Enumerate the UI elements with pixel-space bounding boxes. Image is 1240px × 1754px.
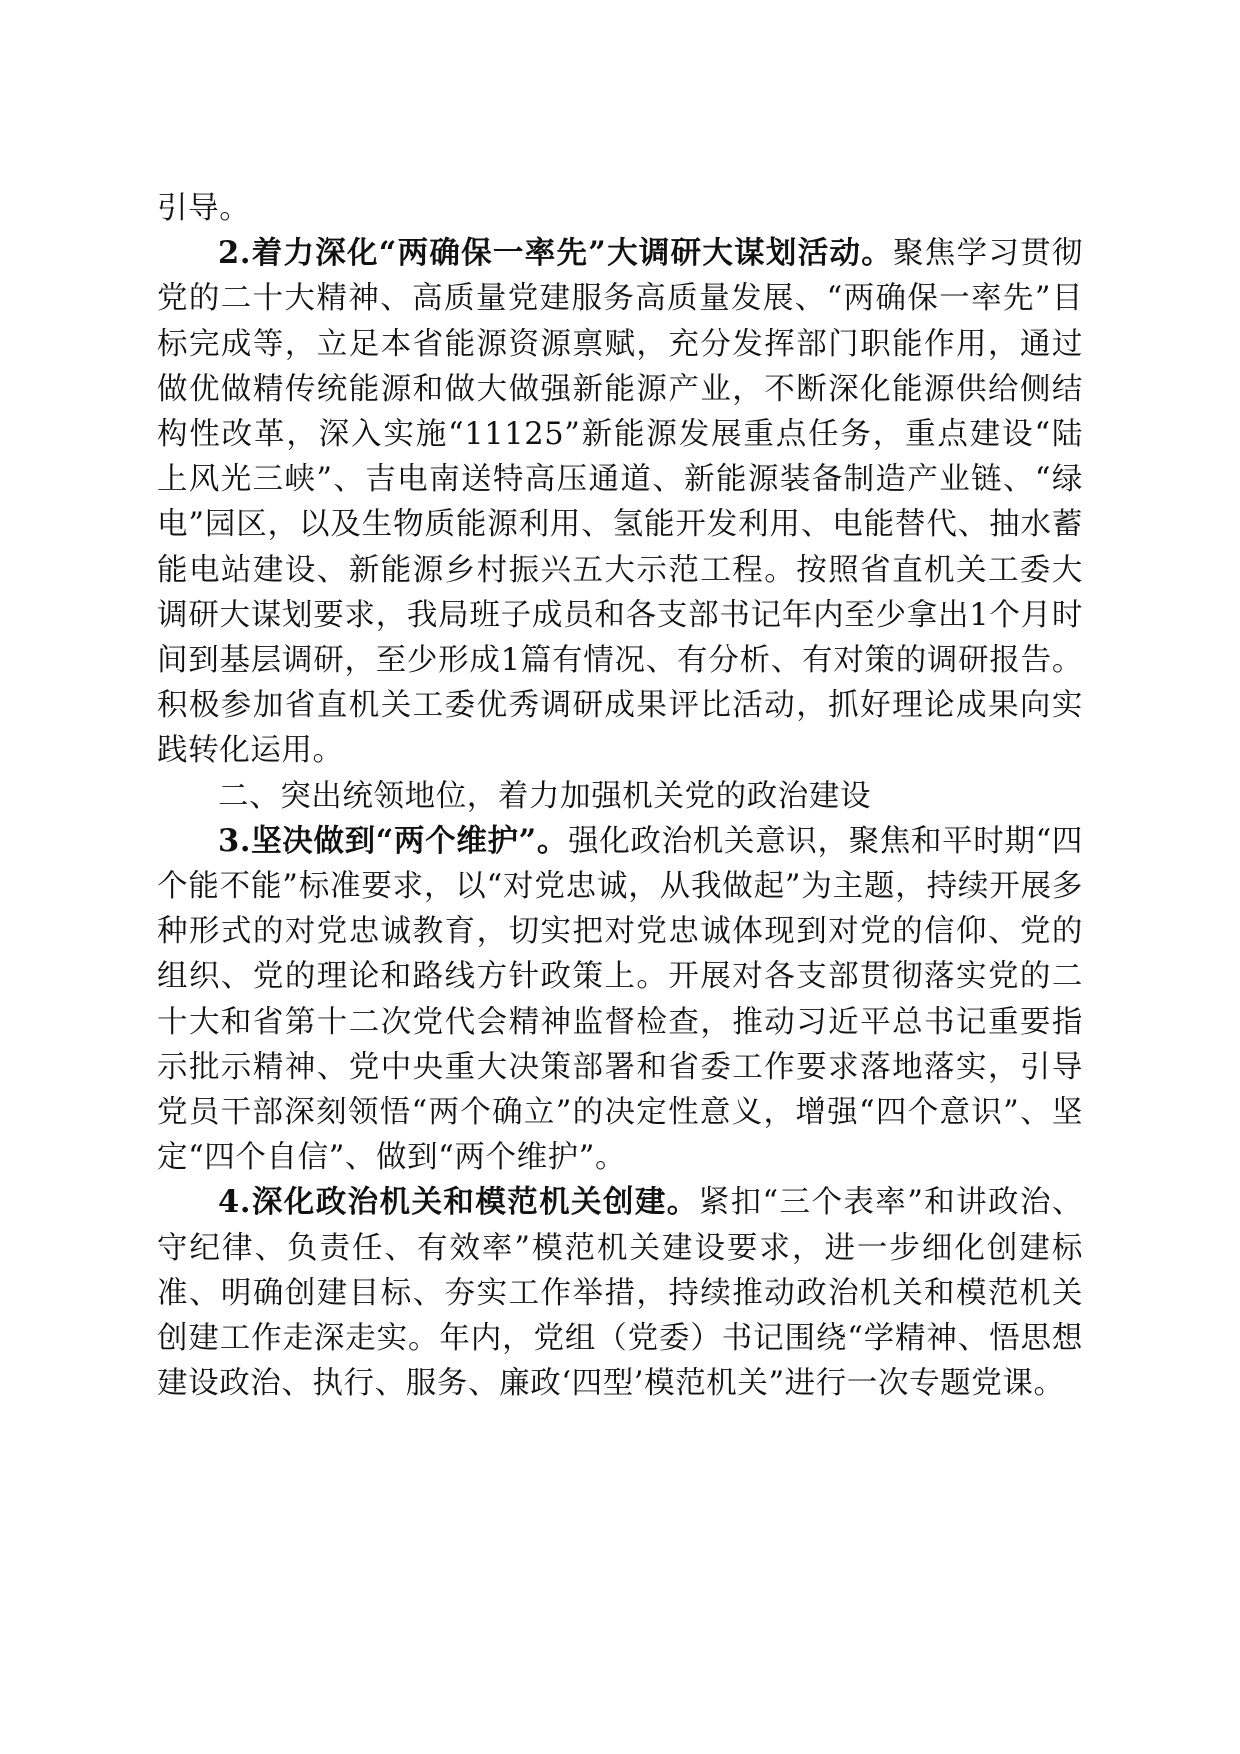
item-4-body: 紧扣“三个表率”和讲政治、守纪律、负责任、有效率”模范机关建设要求，进一步细化创建标准、明确创建目标、夯实工作举措，持续推动政治机关和模范机关创建工作走深走实。年内，党组（党委）书记围绕“学精神、悟思想建设政治、执行、服务、廉政‘四型’模范机关”进行一次专题党课。 <box>157 1185 1083 1402</box>
paragraph-item-4 <box>157 1180 1083 1406</box>
item-3-lead: 3.坚决做到“两个维护”。 <box>218 822 569 859</box>
paragraph-item-2 <box>157 231 1083 773</box>
section-heading-2: 二、突出统领地位，着力加强机关党的政治建设 <box>218 778 872 814</box>
item-2-body: 聚焦学习贯彻党的二十大精神、高质量党建服务高质量发展、“两确保一率先”目标完成等，立足本省能源资源禀赋，充分发挥部门职能作用，通过做优做精传统能源和做大做强新能源产业，不断深化能源供给侧结构性改革，深入实施“11125”新能源发展重点任务，重点建设“陆上风光三峡”、吉电南送特高压通道、新能源装备制造产业链、“绿电”园区，以及生物质能源利用、氢能开发利用、电能替代、抽水蓄能电站建设、新能源乡村振兴五大示范工程。按照省直机关工委大调研大谋划要求，我局班子成员和各支部书记年内至少拿出1个月时间到基层调研，至少形成1篇有情况、有分析、有对策的调研报告。积极参加省直机关工委优秀调研成果评比活动，抓好理论成果向实践转化运用。 <box>157 236 1083 769</box>
item-2-lead: 2.着力深化“两确保一率先”大调研大谋划活动。 <box>218 235 894 272</box>
paragraph-item-3 <box>157 819 1083 1181</box>
item-3-body: 强化政治机关意识，聚焦和平时期“四个能不能”标准要求，以“对党忠诚，从我做起”为主题，持续开展多种形式的对党忠诚教育，切实把对党忠诚体现到对党的信仰、党的组织、党的理论和路线方针政策上。开展对各支部贯彻落实党的二十大和省第十二次党代会精神监督检查，推动习近平总书记重要指示批示精神、党中央重大决策部署和省委工作要求落地落实，引导党员干部深刻领悟“两个确立”的决定性意义，增强“四个意识”、坚定“四个自信”、做到“两个维护”。 <box>157 823 1083 1176</box>
item-4-lead: 4.深化政治机关和模范机关创建。 <box>218 1184 699 1221</box>
document-page <box>157 186 1083 1406</box>
paragraph-continuation: 引导。 <box>157 191 251 226</box>
